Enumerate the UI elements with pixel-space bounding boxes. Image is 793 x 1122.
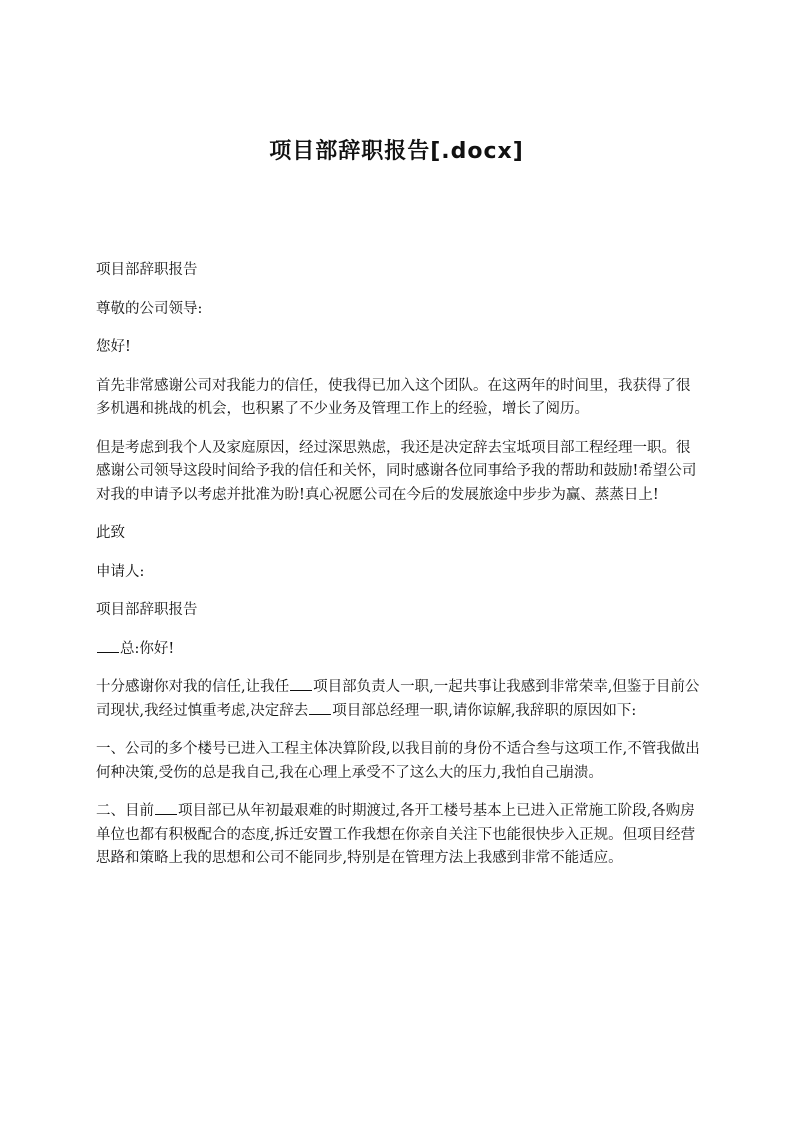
paragraph xyxy=(96,298,702,322)
blank-underline xyxy=(155,813,177,815)
paragraph xyxy=(96,738,702,785)
document-title: 项目部辞职报告[.docx] xyxy=(269,139,524,164)
paragraph-text: 一、公司的多个楼号已进入工程主体决算阶段,以我目前的身份不适合叁与这项工作,不管我做出何种决策,受伤的总是我自己,我在心理上承受不了这么大的压力,我怕自己崩溃。 xyxy=(96,741,700,781)
paragraph-text: 此致 xyxy=(96,525,125,541)
paragraph-text: 项目部总经理一职,请你谅解,我辞职的原因如下: xyxy=(332,702,637,719)
paragraph-text: 首先非常感谢公司对我能力的信任，使我得已加入这个团队。在这两年的时间里，我获得了很多机遇和挑战的机会，也积累了不少业务及管理工作上的经验，增长了阅历。 xyxy=(96,377,691,417)
paragraph xyxy=(96,676,702,723)
paragraph xyxy=(96,522,702,546)
paragraph xyxy=(96,561,702,585)
paragraph xyxy=(96,336,702,360)
document-body xyxy=(96,259,702,886)
paragraph xyxy=(96,638,702,662)
paragraph-text: 十分感谢你对我的信任,让我任 xyxy=(96,679,290,695)
paragraph-text: 总:你好! xyxy=(120,640,175,657)
paragraph-text: 项目部已从年初最艰难的时期渡过,各开工楼号基本上已进入正常施工阶段,各购房单位也都有积极配合的态度,拆迁安置工作我想在你亲自关注下也能很快步入正规。但项目经营思路和策略上我的思想和公司不能同步,特别是在管理方法上我感到非常不能适应。 xyxy=(96,803,696,866)
blank-underline xyxy=(290,689,312,691)
paragraph-text: 但是考虑到我个人及家庭原因，经过深思熟虑，我还是决定辞去宝坻项目部工程经理一职。很感谢公司领导这段时间给予我的信任和关怀，同时感谢各位同事给予我的帮助和鼓励!希望公司对我的申请予以考虑并批准为盼!真心祝愿公司在今后的发展旅途中步步为赢、蒸蒸日上! xyxy=(96,439,697,503)
paragraph-text: 您好! xyxy=(96,339,131,355)
paragraph xyxy=(96,599,702,623)
paragraph xyxy=(96,259,702,283)
paragraph xyxy=(96,800,702,871)
paragraph-text: 项目部辞职报告 xyxy=(96,602,198,618)
blank-underline xyxy=(97,651,119,653)
paragraph-text: 尊敬的公司领导: xyxy=(96,300,203,317)
blank-underline xyxy=(309,713,331,715)
paragraph xyxy=(96,437,702,508)
paragraph-text: 项目部负责人一职,一起共事让我感到非常荣幸,但鉴于目前公司现状,我经过慎重考虑,决定辞去 xyxy=(96,679,700,719)
paragraph xyxy=(96,375,702,422)
paragraph-text: 二、目前 xyxy=(96,803,154,819)
paragraph-text: 申请人: xyxy=(96,563,145,580)
paragraph-text: 项目部辞职报告 xyxy=(96,262,198,278)
